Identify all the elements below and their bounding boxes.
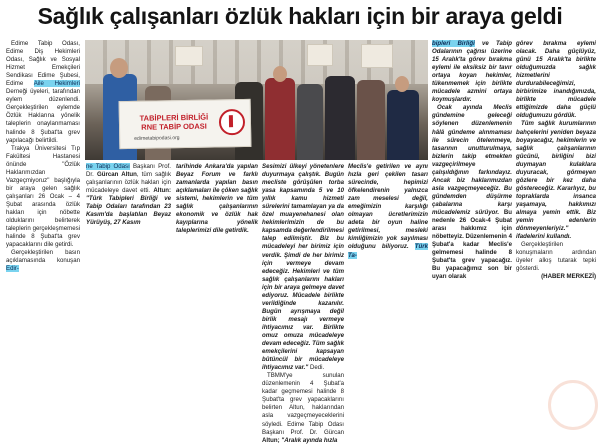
photo-person [357, 80, 385, 160]
article-column-3 [176, 163, 258, 253]
article-headline: Sağlık çalışanları özlük hakları için bir araya geldi [37, 3, 563, 29]
paragraph: Trakya Üniversitesi Tıp Fakültesi Hastanesi önünde "Özlük Haklarımızdan Vazgeçmiyoruz" başlığıyla bir araya gelen sağlık çalışanları 26 Ocak – 4 Şubat arasında özlük hakları için nöbette olduklarını belirterek taleplerin gerçekleşmemesi halinde 8 Şubat'ta grev yapacaklarını dile getirdi. [6, 144, 80, 249]
photo-person [387, 90, 419, 160]
article-column-4 [262, 163, 344, 444]
photo-banner [119, 99, 252, 149]
byline: (HABER MERKEZİ) [541, 273, 596, 281]
paragraph: Sesimizi ülkeyi yönetenlere duyurmaya çalıştık. Bugün mecliste görüşülen torba yasa kapsamında 5 ve 10 yıllık kamu hizmeti sürelerini tamamlayan ya da özel muayenehanesi olan hekimlerimizin de bu kapsamda değerlendirilmesi talep edilmiştir. Biz bu mücadeleyi her birimiz için verdik. Şimdi de her birimiz için vermeye devam edeceğiz. Hekimleri ve tüm sağlık çalışanlarını hakları için bir araya gelmeye davet ediyoruz. Mücadele birlikte verildiğinde kazanılır. Bugün ayrışmaya değil birlik mesajı vermeye ihtiyacımız var. Birlikte omuz omuza mücadeleye devam edeceğiz. Tüm sağlık emekçilerini kapsayan bütüncül bir mücadeleye ihtiyacımız var." Dedi. [262, 163, 344, 372]
paragraph: görev bırakma eylemi olacak. Daha güçlüyüz, günü 15 Aralık'ta birlikte olduğumuzda sağlık hizmetlerini durdurabileceğimizi, birbirimize inandığımızda, birlikte mücadele ettiğimizde daha güçlü olduğumuzu gördük. [516, 40, 596, 120]
photo-person-head [110, 58, 128, 78]
watermark-seal-icon [548, 380, 598, 430]
banner-text: TABİPLERİ BİRLİĞİ RNE TABİP ODASI [139, 112, 209, 132]
paragraph: Meclis'e getirilen ve aynı hızla geri çekilen tasarı sürecinde, hepimizi öfkelendirenin yalnızca zam meselesi değil, emeğimizin karşılığı olmayan ücretlerimizin adeta bir oyun haline getirilmesi, mesleki kimliğimizin yok sayılması olduğunu biliyoruz. Türk Ta- [348, 163, 428, 259]
photo-person [265, 78, 295, 160]
photo-placard [361, 44, 393, 68]
paragraph: bipleri Birliği ve Tabip Odalarının çağrısı üzerine 15 Aralık'ta görev bırakma eylemi ile eksiksiz bir tavır ortaya koyan hekimler, tükenmemek için birlikte mücadele azmini ortaya koymuşlardır. [432, 40, 512, 104]
paragraph: Ocak ayında Meclis gündemine geleceği söylenen düzenlemenin hâlâ gündeme alınmaması ile sürecin ötelenmeye, tasarının unutturulmaya, bizlerin takip etmekten vazgeçirilmeye çalışıldığının farkındayız. Ancak biz haklarımızdan asla vazgeçmeyeceğiz. Bu gündemden düşürme çabalarına karşı mücadelemiz sürüyor. Bu nedenle 26 Ocak-4 Şubat arası hakkımız için nöbetteyiz. Düzenlemenin 4 Şubat'a kadar Meclis'e gelmemesi halinde 8 Şubat'ta grev yapacağız. Bu yapacağımız son bir uyarı olarak [432, 104, 512, 281]
photo-person-head [395, 76, 409, 92]
article-column-1 [6, 40, 80, 430]
paragraph: TBMM'ye sunulan düzenlemenin 4 Şubat'a kadar geçmemesi halinde 8 Şubat'ta grev yapacaklarını belirten Altun, haklarından asla vazgeçmeyeceklerini söyledi. Edime Tabip Odası Başkanı Prof. Dr. Gürcan Altun; "Aralık ayında hızla [262, 372, 344, 444]
photo-placard [175, 46, 203, 66]
photo-placard [307, 44, 333, 66]
photo-person [325, 76, 355, 160]
paragraph: tarihinde Ankara'da yapılan Beyaz Forum ve farklı zamanlarda yapılan basın açıklamaları ile çöken sağlık sistemi, hekimlerin ve tüm sağlık çalışanlarının ekonomik ve özlük hak kayıplarına yönelik taleplerimizi dile getirdik. [176, 163, 258, 235]
article-column-2 [86, 163, 171, 253]
paragraph: Gerçekleştirilen basın açıklamasında konuşan Edir- [6, 249, 80, 273]
article-column-6 [432, 40, 512, 430]
paragraph: Edime Tabip Odası, Edime Diş Hekimleri Odası, Sağlık ve Sosyal Hizmet Emekçileri Sendikası Edime Şubesi, Edime Aile Hekimleri Derneği üyeleri, tarafından eylem düzenlendi. Gerçekleştirilen eylemde Özlük Haklarına yönelik taleplerin onaylanmaması halinde 8 Şubat'ta grev yapılacağı belirtildi. [6, 40, 80, 144]
paragraph: ne Tabip Odası Başkanı Prof. Dr. Gürcan Altun, tüm sağlık çalışanlarının özlük hakları için mücadeleye davet etti. Altun: "Türk Tabipleri Birliği ve Tabip Odaları tarafından 23 Kasım'da başlatılan Beyaz Yürüyüş, 27 Kasım [86, 163, 172, 227]
article-column-7 [516, 40, 596, 430]
paragraph: Gerçekleştirilen konuşmaların ardından üyeler alkış tutarak tepki gösterdi. [516, 241, 596, 273]
photo-person-head [273, 66, 287, 82]
medical-logo-icon [219, 109, 245, 135]
protest-photo [85, 40, 428, 160]
banner-url: edirnetabipodasi.org [134, 135, 180, 142]
paragraph: Tüm sağlık kurumlarının bahçelerini yeniden beyaza boyayacağız, hekimlerin ve sağlık çalışanlarının gücünü, birliğini bizi duymayan kulaklara duyuracak, görmeyen gözlere bir kez daha göstereceğiz. Kararlıyız, bu topraklarda insanca yaşamaya, hakkımızı almaya yemin ettik. Biz yemin edenlerin dönmeyenleriyiz." ifadelerini kullandı. [516, 120, 596, 241]
article-column-5 [348, 163, 428, 259]
photo-person [297, 84, 323, 160]
